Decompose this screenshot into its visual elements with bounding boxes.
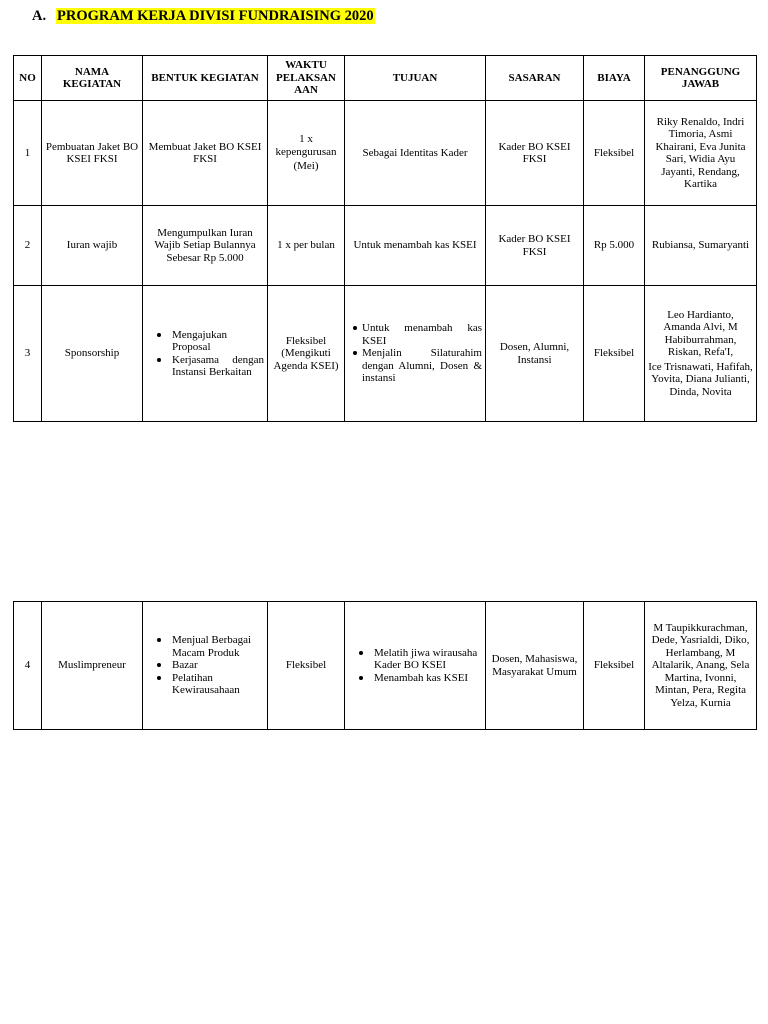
header-bentuk-kegiatan: BENTUK KEGIATAN — [143, 56, 268, 101]
cell-biaya: Fleksibel — [584, 286, 645, 422]
tujuan-list — [348, 322, 482, 385]
cell-waktu: Fleksibel (Mengikuti Agenda KSEI) — [268, 286, 345, 422]
table-row — [14, 206, 757, 286]
header-sasaran: SASARAN — [486, 56, 584, 101]
cell-no: 1 — [14, 101, 42, 206]
list-item: Bazar — [172, 659, 264, 672]
header-no: NO — [14, 56, 42, 101]
cell-bentuk-kegiatan — [143, 286, 268, 422]
cell-penanggung-jawab: Riky Renaldo, Indri Timoria, Asmi Khairani, Eva Junita Sari, Widia Ayu Jayanti, Rendang, Kartika — [645, 101, 757, 206]
cell-bentuk-kegiatan: Mengumpulkan Iuran Wajib Setiap Bulannya Sebesar Rp 5.000 — [143, 206, 268, 286]
cell-tujuan — [345, 602, 486, 730]
table-header-row — [14, 56, 757, 101]
cell-sasaran: Kader BO KSEI FKSI — [486, 101, 584, 206]
cell-penanggung-jawab — [645, 286, 757, 422]
cell-biaya: Fleksibel — [584, 602, 645, 730]
header-waktu-pelaksanaan: WAKTU PELAKSAN AAN — [268, 56, 345, 101]
table-row — [14, 602, 757, 730]
cell-waktu-main: 1 x kepengurusan — [275, 133, 337, 158]
cell-tujuan — [345, 286, 486, 422]
section-heading — [32, 7, 375, 25]
cell-tujuan: Untuk menambah kas KSEI — [345, 206, 486, 286]
cell-no: 2 — [14, 206, 42, 286]
pj-group-1: Leo Hardianto, Amanda Alvi, M Habiburrahman, Riskan, Refa'I, — [663, 308, 738, 359]
cell-waktu: Fleksibel — [268, 602, 345, 730]
section-title: PROGRAM KERJA DIVISI FUNDRAISING 2020 — [57, 8, 374, 24]
cell-nama-kegiatan: Iuran wajib — [42, 206, 143, 286]
bentuk-list — [146, 329, 264, 379]
section-letter: A. — [32, 8, 47, 24]
table-row — [14, 101, 757, 206]
cell-biaya: Rp 5.000 — [584, 206, 645, 286]
cell-sasaran: Kader BO KSEI FKSI — [486, 206, 584, 286]
cell-sasaran: Dosen, Mahasiswa, Masyarakat Umum — [486, 602, 584, 730]
header-biaya: BIAYA — [584, 56, 645, 101]
cell-penanggung-jawab: M Taupikkurachman, Dede, Yasrialdi, Diko, Herlambang, M Altalarik, Anang, Sela Martina, Ivonni, Mintan, Pera, Regita Yelza, Kurnia — [645, 602, 757, 730]
program-table — [13, 55, 757, 422]
list-item: Menjual Berbagai Macam Produk — [172, 634, 264, 659]
list-item: Kerjasama dengan Instansi Berkaitan — [172, 353, 264, 378]
cell-sasaran: Dosen, Alumni, Instansi — [486, 286, 584, 422]
pj-group-2: Ice Trisnawati, Hafifah, Yovita, Diana Julianti, Dinda, Novita — [648, 360, 753, 398]
bentuk-list — [146, 634, 264, 697]
list-item: Mengajukan Proposal — [172, 329, 264, 354]
header-penanggung-jawab: PENANGGUNG JAWAB — [645, 56, 757, 101]
list-item: Menjalin Silaturahim dengan Alumni, Dosen & instansi — [362, 347, 482, 385]
cell-bentuk-kegiatan — [143, 602, 268, 730]
cell-waktu-note: (Mei) — [293, 160, 319, 173]
cell-bentuk-kegiatan: Membuat Jaket BO KSEI FKSI — [143, 101, 268, 206]
cell-no: 4 — [14, 602, 42, 730]
list-item: Melatih jiwa wirausaha Kader BO KSEI — [374, 647, 482, 672]
tujuan-list — [348, 647, 482, 685]
cell-nama-kegiatan: Muslimpreneur — [42, 602, 143, 730]
list-item: Pelatihan Kewirausahaan — [172, 672, 264, 697]
cell-tujuan: Sebagai Identitas Kader — [345, 101, 486, 206]
cell-waktu — [268, 101, 345, 206]
cell-nama-kegiatan: Pembuatan Jaket BO KSEI FKSI — [42, 101, 143, 206]
table-row — [14, 286, 757, 422]
cell-waktu: 1 x per bulan — [268, 206, 345, 286]
list-item: Menambah kas KSEI — [374, 672, 482, 685]
cell-nama-kegiatan: Sponsorship — [42, 286, 143, 422]
program-table-continued — [13, 601, 757, 730]
cell-no: 3 — [14, 286, 42, 422]
list-item: Untuk menambah kas KSEI — [362, 322, 482, 347]
header-tujuan: TUJUAN — [345, 56, 486, 101]
cell-biaya: Fleksibel — [584, 101, 645, 206]
cell-penanggung-jawab: Rubiansa, Sumaryanti — [645, 206, 757, 286]
header-nama-kegiatan: NAMA KEGIATAN — [42, 56, 143, 101]
